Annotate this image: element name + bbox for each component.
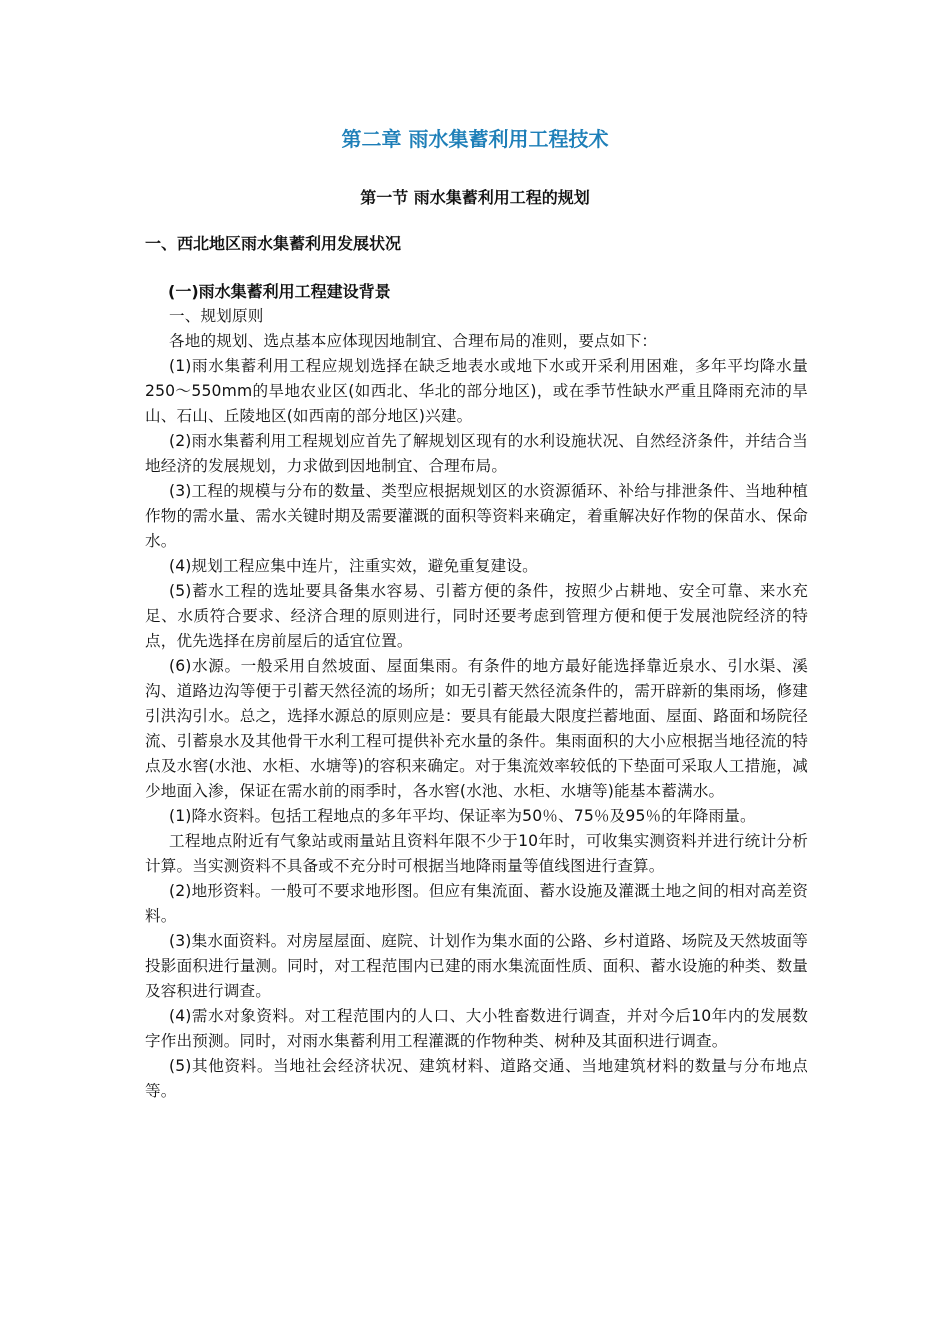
heading-level-1: 一、西北地区雨水集蓄利用发展状况 <box>145 234 402 253</box>
paragraph: (3)集水面资料。对房屋屋面、庭院、计划作为集水面的公路、乡村道路、场院及天然坡面等投影面积进行量测。同时，对工程范围内已建的雨水集流面性质、面积、蓄水设施的种类、数量及容积进行调查。 <box>145 932 808 1000</box>
body-text <box>145 304 808 1104</box>
paragraph: (4)需水对象资料。对工程范围内的人口、大小牲畜数进行调查，并对今后10年内的发展数字作出预测。同时，对雨水集蓄利用工程灌溉的作物种类、树种及其面积进行调查。 <box>145 1007 808 1050</box>
section-title: 第一节 雨水集蓄利用工程的规划 <box>360 188 590 207</box>
paragraph: (3)工程的规模与分布的数量、类型应根据规划区的水资源循环、补给与排泄条件、当地种植作物的需水量、需水关键时期及需要灌溉的面积等资料来确定，着重解决好作物的保苗水、保命水。 <box>145 482 808 550</box>
paragraph: (1)雨水集蓄利用工程应规划选择在缺乏地表水或地下水或开采利用困难，多年平均降水量250～550mm的旱地农业区(如西北、华北的部分地区)，或在季节性缺水严重且降雨充沛的旱山、石山、丘陵地区(如西南的部分地区)兴建。 <box>145 357 808 425</box>
paragraph: 一、规划原则 <box>169 307 264 325</box>
chapter-title: 第二章 雨水集蓄利用工程技术 <box>341 127 609 151</box>
paragraph: (4)规划工程应集中连片，注重实效，避免重复建设。 <box>169 557 538 575</box>
paragraph: (2)雨水集蓄利用工程规划应首先了解规划区现有的水利设施状况、自然经济条件，并结合当地经济的发展规划，力求做到因地制宜、合理布局。 <box>145 432 808 475</box>
paragraph: (6)水源。一般采用自然坡面、屋面集雨。有条件的地方最好能选择靠近泉水、引水渠、溪沟、道路边沟等便于引蓄天然径流的场所；如无引蓄天然径流条件的，需开辟新的集雨场，修建引洪沟引水。总之，选择水源总的原则应是：要具有能最大限度拦蓄地面、屋面、路面和场院径流、引蓄泉水及其他骨干水利工程可提供补充水量的条件。集雨面积的大小应根据当地径流的特点及水窖(水池、水柜、水塘等)的容积来确定。对于集流效率较低的下垫面可采取人工措施，减少地面入渗，保证在需水前的雨季时，各水窖(水池、水柜、水塘等)能基本蓄满水。 <box>145 657 808 800</box>
paragraph: (5)蓄水工程的选址要具备集水容易、引蓄方便的条件，按照少占耕地、安全可靠、来水充足、水质符合要求、经济合理的原则进行，同时还要考虑到管理方便和便于发展池院经济的特点，优先选择在房前屋后的适宜位置。 <box>145 582 808 650</box>
paragraph: (5)其他资料。当地社会经济状况、建筑材料、道路交通、当地建筑材料的数量与分布地点等。 <box>145 1057 808 1100</box>
paragraph: (2)地形资料。一般可不要求地形图。但应有集流面、蓄水设施及灌溉土地之间的相对高差资料。 <box>145 882 808 925</box>
heading-level-2: (一)雨水集蓄利用工程建设背景 <box>168 282 391 301</box>
paragraph: (1)降水资料。包括工程地点的多年平均、保证率为50％、75％及95％的年降雨量。 <box>169 807 756 825</box>
paragraph: 各地的规划、选点基本应体现因地制宜、合理布局的准则，要点如下： <box>169 332 658 350</box>
paragraph: 工程地点附近有气象站或雨量站且资料年限不少于10年时，可收集实测资料并进行统计分析计算。当实测资料不具备或不充分时可根据当地降雨量等值线图进行查算。 <box>145 832 808 875</box>
